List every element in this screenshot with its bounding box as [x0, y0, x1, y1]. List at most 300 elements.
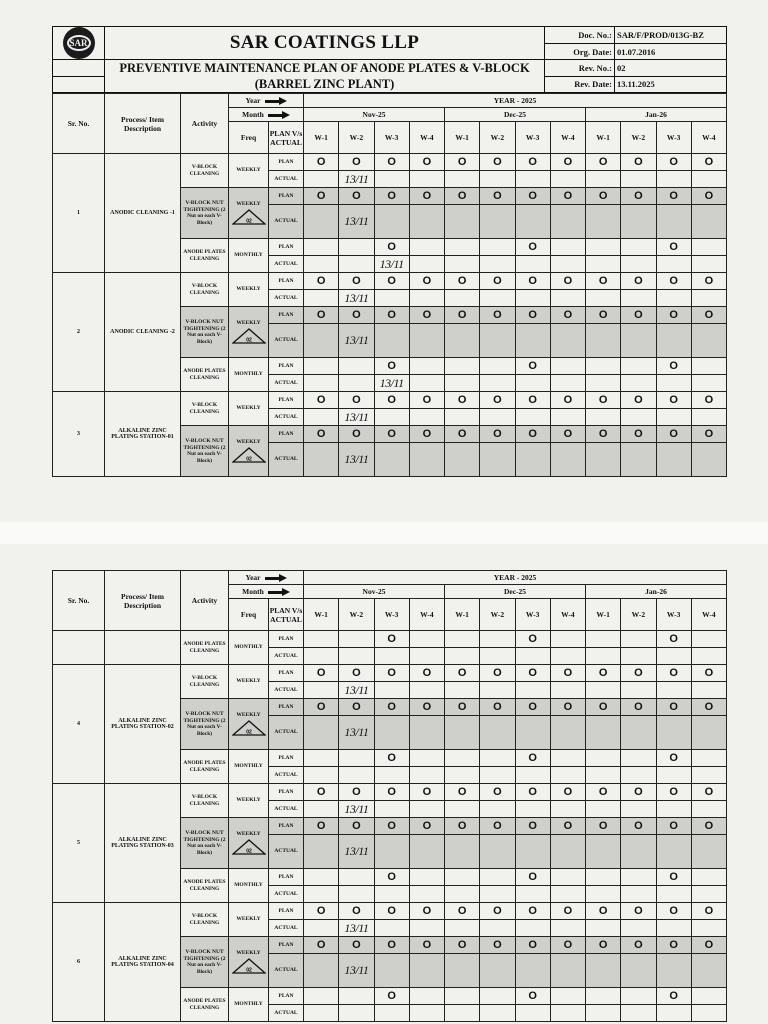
actual-cell: [691, 256, 726, 273]
plan-cell: [691, 784, 726, 801]
plan-marker: O: [387, 633, 396, 645]
plan-cell: [445, 154, 480, 171]
frequency-cell: [229, 426, 269, 477]
actual-completion-date: 13/11: [344, 290, 369, 305]
actual-cell: [515, 324, 550, 358]
frequency-cell: [229, 273, 269, 307]
plan-cell: [374, 699, 409, 716]
plan-cell: [304, 818, 339, 835]
plan-cell: [550, 426, 585, 443]
actual-cell: [586, 375, 621, 392]
actual-cell: [515, 290, 550, 307]
actual-cell: [374, 409, 409, 426]
document-header: [52, 26, 727, 93]
activity-vblock-cleaning: V-BLOCK CLEANING: [181, 273, 229, 307]
frequency-label: WEEKLY: [236, 439, 261, 446]
plan-marker: O: [669, 786, 678, 798]
org-date-label: Org. Date:: [545, 44, 615, 60]
week-header: W-4: [550, 599, 585, 631]
actual-cell: [480, 324, 515, 358]
actual-completion-date: 13/11: [379, 256, 404, 271]
plan-marker: O: [387, 394, 396, 406]
frequency-label: WEEKLY: [236, 916, 261, 923]
plan-cell: [304, 273, 339, 290]
plan-label: PLAN: [269, 869, 304, 886]
plan-cell: [445, 988, 480, 1005]
actual-label: ACTUAL: [269, 716, 304, 750]
plan-marker: O: [493, 905, 502, 917]
actual-cell: [656, 767, 691, 784]
frequency-label: WEEKLY: [236, 320, 261, 327]
maintenance-grid-page-1: [52, 93, 727, 477]
actual-cell: [339, 648, 374, 665]
plan-cell: [374, 665, 409, 682]
actual-cell: [691, 920, 726, 937]
actual-cell: [374, 375, 409, 392]
plan-marker: O: [669, 939, 678, 951]
plan-marker: O: [563, 820, 573, 832]
plan-marker: O: [422, 190, 432, 202]
actual-cell: [656, 171, 691, 188]
actual-cell: [409, 171, 444, 188]
actual-cell: [339, 801, 374, 818]
plan-cell: [480, 869, 515, 886]
actual-cell: [550, 443, 585, 477]
plan-cell: [550, 665, 585, 682]
actual-cell: [515, 767, 550, 784]
actual-cell: [656, 290, 691, 307]
plan-cell: [515, 358, 550, 375]
plan-cell: [339, 307, 374, 324]
plan-cell: [586, 307, 621, 324]
year-value: YEAR - 2025: [304, 571, 727, 585]
plan-marker: O: [528, 752, 537, 764]
frequency-cell: [229, 154, 269, 188]
actual-cell: [586, 409, 621, 426]
actual-cell: [374, 801, 409, 818]
actual-cell: [586, 954, 621, 988]
actual-cell: [409, 920, 444, 937]
plan-cell: [339, 239, 374, 256]
actual-cell: [480, 256, 515, 273]
activity-header: Activity: [181, 94, 229, 154]
actual-cell: [304, 801, 339, 818]
actual-cell: [691, 443, 726, 477]
plan-cell: [691, 307, 726, 324]
plan-cell: [409, 426, 444, 443]
month-header: Dec-25: [445, 108, 586, 122]
actual-completion-date: 13/11: [344, 409, 369, 424]
freq-header: Freq: [229, 122, 269, 154]
plan-cell: [304, 426, 339, 443]
month-label-cell: [229, 585, 304, 599]
actual-cell: [515, 256, 550, 273]
actual-cell: [656, 409, 691, 426]
actual-cell: [339, 716, 374, 750]
plan-cell: [374, 392, 409, 409]
plan-marker: O: [528, 309, 537, 321]
plan-marker: O: [634, 190, 643, 202]
plan-cell: [445, 188, 480, 205]
freq-header: Freq: [229, 599, 269, 631]
revision-badge-text: 02: [245, 456, 252, 463]
actual-cell: [339, 171, 374, 188]
actual-cell: [445, 409, 480, 426]
actual-cell: [480, 954, 515, 988]
week-header: W-1: [304, 599, 339, 631]
plan-marker: O: [634, 275, 643, 287]
plan-marker: O: [316, 939, 326, 951]
month-header: Jan-26: [586, 585, 727, 599]
plan-cell: [691, 988, 726, 1005]
frequency-label: MONTHLY: [234, 763, 263, 770]
plan-marker: O: [704, 394, 714, 406]
plan-cell: [515, 903, 550, 920]
plan-marker: O: [352, 428, 361, 440]
plan-marker: O: [387, 428, 396, 440]
plan-cell: [480, 426, 515, 443]
actual-label: ACTUAL: [269, 648, 304, 665]
process-description: ANODIC CLEANING -2: [105, 273, 181, 392]
plan-marker: O: [493, 394, 502, 406]
year-label: Year: [245, 573, 261, 582]
actual-cell: [409, 648, 444, 665]
plan-cell: [515, 307, 550, 324]
actual-cell: [304, 767, 339, 784]
plan-cell: [586, 239, 621, 256]
actual-cell: [656, 886, 691, 903]
actual-cell: [586, 324, 621, 358]
plan-cell: [550, 903, 585, 920]
plan-marker: O: [634, 701, 643, 713]
actual-cell: [515, 716, 550, 750]
plan-label: PLAN: [269, 426, 304, 443]
plan-marker: O: [493, 156, 502, 168]
plan-cell: [409, 784, 444, 801]
plan-cell: [621, 188, 656, 205]
plan-marker: O: [493, 667, 502, 679]
plan-cell: [445, 937, 480, 954]
actual-cell: [550, 171, 585, 188]
title-line-1: PREVENTIVE MAINTENANCE PLAN OF ANODE PLATES & V-BLOCK: [119, 61, 530, 75]
actual-cell: [480, 171, 515, 188]
actual-cell: [656, 716, 691, 750]
plan-cell: [691, 239, 726, 256]
actual-cell: [374, 648, 409, 665]
plan-vs-actual-header: PLAN V/s ACTUAL: [269, 599, 304, 631]
plan-cell: [480, 239, 515, 256]
plan-cell: [304, 903, 339, 920]
plan-marker: O: [528, 905, 537, 917]
actual-cell: [691, 171, 726, 188]
actual-cell: [515, 682, 550, 699]
plan-marker: O: [598, 156, 608, 168]
actual-cell: [621, 205, 656, 239]
plan-cell: [480, 273, 515, 290]
process-description: [105, 631, 181, 665]
actual-completion-date: 13/11: [344, 963, 369, 977]
revision-triangle-icon: [232, 328, 266, 344]
actual-cell: [339, 920, 374, 937]
plan-marker: O: [598, 786, 608, 798]
plan-cell: [339, 784, 374, 801]
plan-label: PLAN: [269, 818, 304, 835]
plan-marker: O: [422, 701, 432, 713]
plan-marker: O: [563, 905, 573, 917]
week-header: W-4: [691, 122, 726, 154]
week-header: W-4: [409, 599, 444, 631]
actual-cell: [621, 920, 656, 937]
actual-cell: [445, 835, 480, 869]
revision-triangle-icon: [232, 209, 266, 225]
plan-marker: O: [352, 701, 361, 713]
plan-cell: [550, 307, 585, 324]
plan-marker: O: [563, 428, 573, 440]
actual-cell: [691, 648, 726, 665]
plan-marker: O: [387, 786, 396, 798]
actual-label: ACTUAL: [269, 443, 304, 477]
plan-marker: O: [422, 156, 432, 168]
plan-marker: O: [316, 156, 326, 168]
actual-cell: [621, 256, 656, 273]
revision-triangle-icon: [232, 839, 266, 855]
plan-marker: O: [528, 275, 537, 287]
plan-marker: O: [634, 905, 643, 917]
frequency-label: WEEKLY: [236, 950, 261, 957]
plan-cell: [339, 937, 374, 954]
plan-marker: O: [704, 786, 714, 798]
actual-cell: [304, 1005, 339, 1022]
actual-completion-date: 13/11: [344, 452, 369, 466]
actual-cell: [550, 954, 585, 988]
actual-completion-date: 13/11: [344, 844, 369, 858]
plan-marker: O: [493, 309, 502, 321]
week-header: W-1: [445, 599, 480, 631]
plan-marker: O: [704, 939, 714, 951]
activity-vblock-cleaning: V-BLOCK CLEANING: [181, 903, 229, 937]
plan-marker: O: [457, 309, 467, 321]
plan-cell: [586, 154, 621, 171]
plan-cell: [445, 392, 480, 409]
plan-marker: O: [528, 871, 537, 883]
plan-cell: [621, 273, 656, 290]
process-header: Process/ Item Description: [105, 571, 181, 631]
plan-marker: O: [669, 360, 678, 372]
plan-marker: O: [669, 905, 678, 917]
actual-cell: [304, 205, 339, 239]
plan-cell: [409, 903, 444, 920]
logo-spacer: [53, 76, 105, 93]
plan-label: PLAN: [269, 750, 304, 767]
plan-cell: [515, 869, 550, 886]
plan-marker: O: [352, 820, 361, 832]
plan-marker: O: [457, 905, 467, 917]
month-header: Dec-25: [445, 585, 586, 599]
plan-marker: O: [528, 667, 537, 679]
plan-cell: [445, 307, 480, 324]
plan-cell: [586, 631, 621, 648]
plan-cell: [304, 699, 339, 716]
actual-cell: [409, 375, 444, 392]
actual-cell: [374, 290, 409, 307]
plan-cell: [445, 665, 480, 682]
actual-cell: [586, 256, 621, 273]
actual-cell: [550, 835, 585, 869]
plan-cell: [339, 665, 374, 682]
plan-cell: [409, 188, 444, 205]
actual-cell: [515, 835, 550, 869]
plan-marker: O: [493, 786, 502, 798]
plan-marker: O: [704, 701, 714, 713]
frequency-cell: [229, 665, 269, 699]
plan-cell: [515, 937, 550, 954]
plan-marker: O: [457, 394, 467, 406]
plan-cell: [621, 631, 656, 648]
plan-cell: [691, 631, 726, 648]
plan-cell: [656, 239, 691, 256]
plan-cell: [691, 392, 726, 409]
plan-cell: [480, 903, 515, 920]
week-header: W-1: [304, 122, 339, 154]
plan-marker: O: [634, 394, 643, 406]
page-gap: [0, 522, 768, 544]
plan-cell: [339, 750, 374, 767]
plan-cell: [691, 154, 726, 171]
activity-header: Activity: [181, 571, 229, 631]
actual-cell: [409, 256, 444, 273]
plan-cell: [656, 903, 691, 920]
actual-cell: [586, 835, 621, 869]
plan-marker: O: [387, 241, 396, 253]
actual-cell: [304, 375, 339, 392]
plan-marker: O: [352, 667, 361, 679]
actual-cell: [480, 835, 515, 869]
actual-cell: [339, 682, 374, 699]
plan-cell: [550, 154, 585, 171]
plan-marker: O: [316, 701, 326, 713]
actual-cell: [339, 256, 374, 273]
actual-completion-date: 13/11: [344, 333, 369, 347]
company-name: SAR COATINGS LLP: [105, 27, 545, 60]
arrow-right-icon: [268, 589, 290, 596]
plan-cell: [339, 392, 374, 409]
plan-cell: [691, 426, 726, 443]
actual-cell: [445, 682, 480, 699]
plan-marker: O: [704, 275, 714, 287]
actual-cell: [480, 409, 515, 426]
plan-cell: [621, 154, 656, 171]
plan-cell: [304, 869, 339, 886]
plan-marker: O: [422, 275, 432, 287]
plan-cell: [374, 818, 409, 835]
plan-cell: [480, 358, 515, 375]
plan-marker: O: [316, 394, 326, 406]
sr-no: [53, 631, 105, 665]
plan-marker: O: [457, 939, 467, 951]
actual-cell: [480, 920, 515, 937]
actual-cell: [586, 716, 621, 750]
week-header: W-3: [374, 599, 409, 631]
actual-cell: [304, 290, 339, 307]
plan-cell: [445, 273, 480, 290]
actual-cell: [586, 920, 621, 937]
frequency-cell: [229, 784, 269, 818]
plan-cell: [304, 784, 339, 801]
actual-cell: [374, 835, 409, 869]
actual-cell: [480, 443, 515, 477]
plan-cell: [691, 750, 726, 767]
plan-cell: [515, 392, 550, 409]
week-header: W-2: [621, 122, 656, 154]
plan-cell: [374, 784, 409, 801]
actual-cell: [374, 716, 409, 750]
actual-cell: [445, 767, 480, 784]
plan-cell: [586, 784, 621, 801]
actual-cell: [304, 954, 339, 988]
actual-cell: [445, 205, 480, 239]
plan-marker: O: [352, 309, 361, 321]
plan-cell: [409, 358, 444, 375]
plan-cell: [691, 818, 726, 835]
plan-marker: O: [634, 309, 643, 321]
plan-marker: O: [528, 241, 537, 253]
frequency-cell: [229, 188, 269, 239]
plan-cell: [621, 988, 656, 1005]
actual-cell: [445, 375, 480, 392]
frequency-cell: [229, 988, 269, 1022]
actual-cell: [445, 886, 480, 903]
year-value: YEAR - 2025: [304, 94, 727, 108]
frequency-cell: [229, 869, 269, 903]
plan-label: PLAN: [269, 154, 304, 171]
plan-marker: O: [457, 275, 467, 287]
plan-cell: [691, 869, 726, 886]
actual-cell: [304, 835, 339, 869]
actual-cell: [445, 954, 480, 988]
frequency-label: WEEKLY: [236, 712, 261, 719]
plan-cell: [656, 392, 691, 409]
plan-marker: O: [669, 990, 678, 1002]
plan-cell: [515, 750, 550, 767]
actual-cell: [691, 801, 726, 818]
actual-cell: [339, 886, 374, 903]
plan-cell: [656, 818, 691, 835]
plan-cell: [374, 307, 409, 324]
plan-marker: O: [598, 939, 608, 951]
plan-cell: [656, 426, 691, 443]
plan-cell: [550, 239, 585, 256]
actual-cell: [691, 205, 726, 239]
revision-badge-text: 02: [245, 729, 252, 736]
plan-marker: O: [598, 309, 608, 321]
plan-cell: [339, 426, 374, 443]
plan-cell: [374, 869, 409, 886]
plan-cell: [445, 699, 480, 716]
frequency-cell: [229, 358, 269, 392]
plan-cell: [480, 699, 515, 716]
plan-cell: [480, 631, 515, 648]
week-header: W-3: [515, 599, 550, 631]
plan-marker: O: [528, 428, 537, 440]
actual-cell: [656, 682, 691, 699]
year-label-cell: [229, 571, 304, 585]
year-label: Year: [245, 96, 261, 105]
plan-marker: O: [422, 820, 432, 832]
plan-marker: O: [316, 820, 326, 832]
plan-cell: [550, 358, 585, 375]
plan-cell: [691, 358, 726, 375]
plan-label: PLAN: [269, 631, 304, 648]
